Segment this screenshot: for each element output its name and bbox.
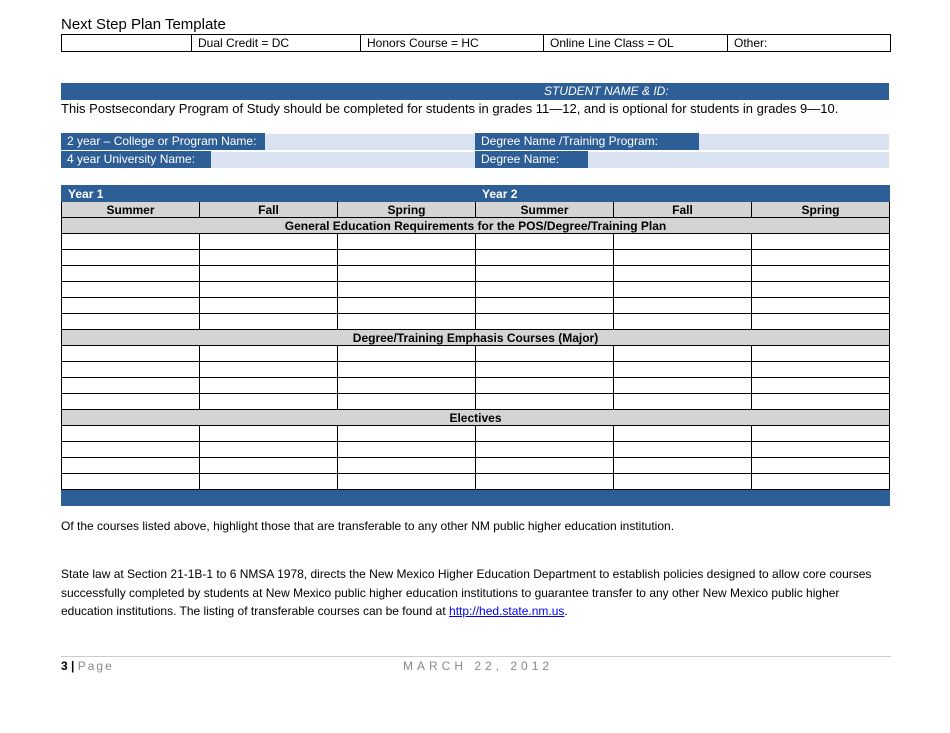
course-cell[interactable] (200, 378, 338, 394)
course-cell[interactable] (62, 378, 200, 394)
course-cell[interactable] (62, 250, 200, 266)
major-rows[interactable] (62, 346, 890, 410)
course-cell[interactable] (338, 346, 476, 362)
table-row[interactable] (62, 250, 890, 266)
table-row[interactable] (62, 442, 890, 458)
state-law-paragraph (61, 565, 891, 621)
page-number (61, 659, 114, 673)
course-cell[interactable] (338, 426, 476, 442)
course-cell[interactable] (62, 346, 200, 362)
transfer-note: Of the courses listed above, highlight those that are transferable to any other NM public higher education institution. (61, 519, 675, 533)
page-separator: | (71, 659, 75, 673)
course-cell[interactable] (752, 282, 890, 298)
course-cell[interactable] (614, 362, 752, 378)
course-code-legend (61, 34, 891, 52)
course-cell[interactable] (62, 394, 200, 410)
hed-link[interactable]: http://hed.state.nm.us (449, 604, 565, 618)
course-cell[interactable] (338, 234, 476, 250)
course-cell[interactable] (200, 314, 338, 330)
course-cell[interactable] (752, 378, 890, 394)
table-row[interactable] (62, 314, 890, 330)
four-year-label: 4 year University Name: (61, 151, 211, 168)
course-cell[interactable] (338, 474, 476, 490)
course-cell[interactable] (338, 298, 476, 314)
course-cell[interactable] (614, 298, 752, 314)
course-cell[interactable] (752, 442, 890, 458)
course-cell[interactable] (752, 234, 890, 250)
course-cell[interactable] (338, 282, 476, 298)
course-cell[interactable] (614, 250, 752, 266)
course-cell[interactable] (338, 314, 476, 330)
table-row[interactable] (62, 282, 890, 298)
section-gen-ed: General Education Requirements for the POS/Degree/Training Plan (62, 218, 890, 234)
semester-header: Fall (200, 202, 338, 218)
table-row[interactable] (62, 298, 890, 314)
course-cell[interactable] (476, 394, 614, 410)
legend-dual-credit: Dual Credit = DC (192, 35, 361, 51)
footer-divider (61, 656, 891, 657)
course-cell[interactable] (476, 298, 614, 314)
semester-header: Summer (476, 202, 614, 218)
course-cell[interactable] (752, 250, 890, 266)
year-2-header: Year 2 (476, 186, 890, 202)
table-row[interactable] (62, 474, 890, 490)
course-cell[interactable] (200, 362, 338, 378)
legend-blank-cell (62, 35, 192, 51)
course-cell[interactable] (200, 346, 338, 362)
course-cell[interactable] (200, 234, 338, 250)
course-cell[interactable] (476, 426, 614, 442)
course-cell[interactable] (614, 442, 752, 458)
law-end: . (564, 604, 568, 618)
semester-header: Spring (338, 202, 476, 218)
course-cell[interactable] (752, 474, 890, 490)
course-cell[interactable] (62, 442, 200, 458)
course-cell[interactable] (476, 378, 614, 394)
course-cell[interactable] (614, 282, 752, 298)
course-cell[interactable] (62, 298, 200, 314)
table-footer-bar (62, 490, 890, 506)
table-row[interactable] (62, 234, 890, 250)
course-cell[interactable] (338, 458, 476, 474)
course-cell[interactable] (200, 282, 338, 298)
course-cell[interactable] (200, 266, 338, 282)
semester-header: Summer (62, 202, 200, 218)
course-cell[interactable] (752, 394, 890, 410)
course-cell[interactable] (338, 378, 476, 394)
course-cell[interactable] (200, 458, 338, 474)
course-cell[interactable] (752, 266, 890, 282)
course-cell[interactable] (752, 362, 890, 378)
course-cell[interactable] (476, 234, 614, 250)
course-cell[interactable] (476, 474, 614, 490)
table-row[interactable] (62, 266, 890, 282)
legend-online-class: Online Line Class = OL (544, 35, 728, 51)
course-cell[interactable] (476, 282, 614, 298)
course-cell[interactable] (614, 474, 752, 490)
elective-rows[interactable] (62, 426, 890, 490)
course-cell[interactable] (62, 282, 200, 298)
course-cell[interactable] (752, 298, 890, 314)
course-cell[interactable] (62, 458, 200, 474)
course-cell[interactable] (200, 442, 338, 458)
course-cell[interactable] (752, 314, 890, 330)
section-major: Degree/Training Emphasis Courses (Major) (62, 330, 890, 346)
course-cell[interactable] (338, 394, 476, 410)
course-cell[interactable] (338, 266, 476, 282)
course-cell[interactable] (476, 314, 614, 330)
law-text: State law at Section 21-1B-1 to 6 NMSA 1978, directs the New Mexico Higher Education Department to establish policies designed to allow core courses successfully completed by students at New Mexico public higher education institutions to guarantee transfer to any other New Mexico public higher education institutions. The listing of transferable courses can be found at (61, 567, 872, 618)
degree-training-label: Degree Name /Training Program: (475, 133, 699, 150)
course-cell[interactable] (614, 394, 752, 410)
student-name-label: STUDENT NAME & ID: (544, 84, 669, 98)
degree-name-field[interactable] (588, 151, 889, 168)
course-cell[interactable] (614, 266, 752, 282)
course-cell[interactable] (338, 442, 476, 458)
course-cell[interactable] (62, 474, 200, 490)
year-1-header: Year 1 (62, 186, 476, 202)
semester-header: Fall (614, 202, 752, 218)
section-electives: Electives (62, 410, 890, 426)
student-name-bar[interactable] (61, 83, 889, 100)
footer-date: MARCH 22, 2012 (403, 659, 554, 673)
legend-other: Other: (734, 36, 768, 50)
course-cell[interactable] (476, 346, 614, 362)
course-cell[interactable] (200, 250, 338, 266)
course-cell[interactable] (62, 314, 200, 330)
table-row[interactable] (62, 362, 890, 378)
legend-honors-course: Honors Course = HC (361, 35, 544, 51)
course-cell[interactable] (614, 458, 752, 474)
course-cell[interactable] (338, 250, 476, 266)
course-cell[interactable] (614, 234, 752, 250)
course-cell[interactable] (614, 346, 752, 362)
page-number-value: 3 (61, 659, 68, 673)
course-cell[interactable] (476, 250, 614, 266)
course-cell[interactable] (476, 458, 614, 474)
course-cell[interactable] (62, 266, 200, 282)
course-cell[interactable] (614, 314, 752, 330)
table-row[interactable] (62, 458, 890, 474)
table-row[interactable] (62, 394, 890, 410)
course-cell[interactable] (200, 394, 338, 410)
degree-name-label: Degree Name: (475, 151, 588, 168)
course-cell[interactable] (62, 234, 200, 250)
page-word: Page (77, 659, 114, 673)
degree-training-field[interactable] (699, 133, 889, 150)
table-row[interactable] (62, 426, 890, 442)
intro-text: This Postsecondary Program of Study should be completed for students in grades 11—12, and is optional for students in grades 9—10. (61, 101, 839, 116)
table-row[interactable] (62, 346, 890, 362)
course-cell[interactable] (476, 266, 614, 282)
course-cell[interactable] (200, 298, 338, 314)
course-cell[interactable] (614, 378, 752, 394)
gen-ed-rows[interactable] (62, 234, 890, 330)
course-cell[interactable] (476, 362, 614, 378)
course-cell[interactable] (62, 426, 200, 442)
course-plan-table (61, 185, 890, 506)
course-cell[interactable] (62, 362, 200, 378)
course-cell[interactable] (200, 474, 338, 490)
course-cell[interactable] (752, 426, 890, 442)
course-cell[interactable] (338, 362, 476, 378)
course-cell[interactable] (752, 458, 890, 474)
two-year-label: 2 year – College or Program Name: (61, 133, 265, 150)
page-title: Next Step Plan Template (61, 16, 226, 33)
semester-header: Spring (752, 202, 890, 218)
table-row[interactable] (62, 378, 890, 394)
course-cell[interactable] (200, 426, 338, 442)
course-cell[interactable] (614, 426, 752, 442)
four-year-field[interactable] (211, 151, 475, 168)
two-year-field[interactable] (265, 133, 475, 150)
course-cell[interactable] (476, 442, 614, 458)
course-cell[interactable] (752, 346, 890, 362)
